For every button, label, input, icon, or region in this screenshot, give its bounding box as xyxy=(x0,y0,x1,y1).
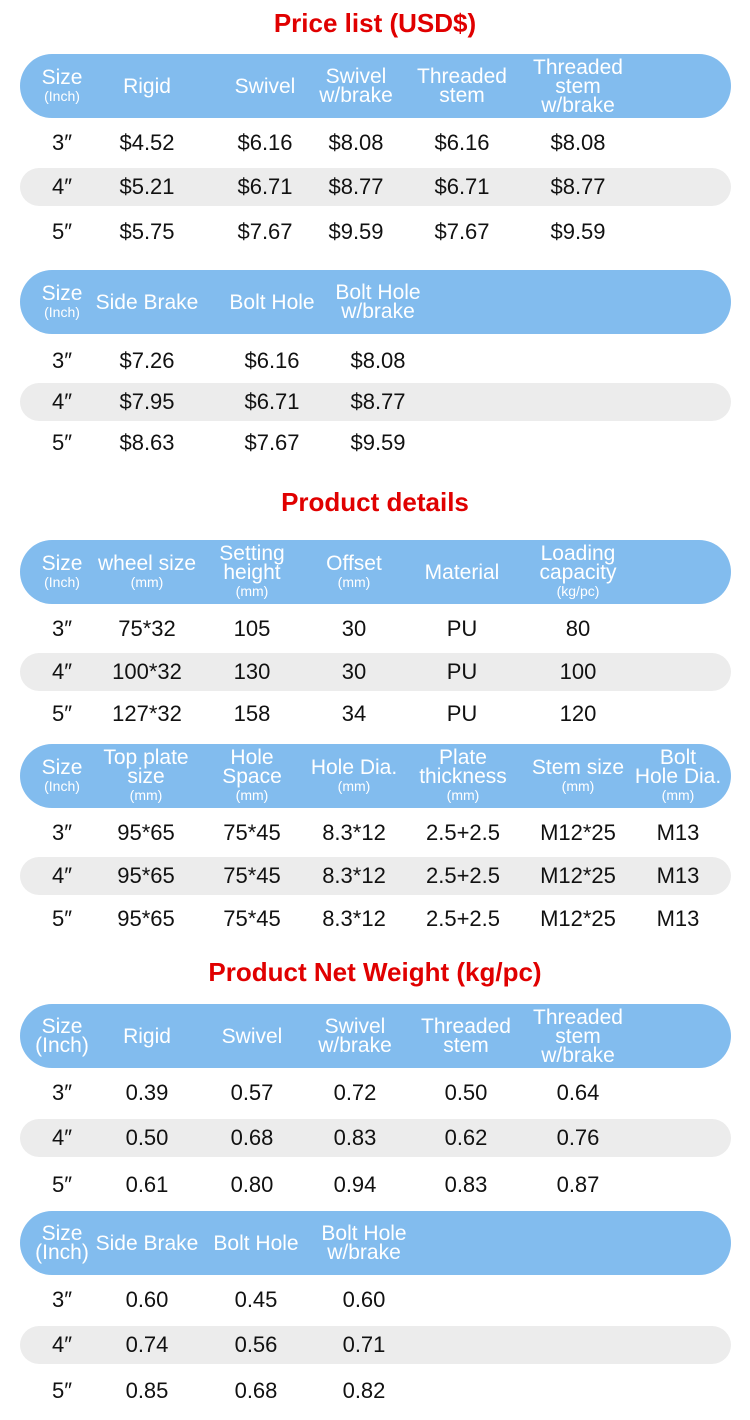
column-header-label: stem xyxy=(443,1034,489,1057)
table-cell: 2.5+2.5 xyxy=(425,906,501,931)
table-cell: 0.64 xyxy=(556,1080,600,1105)
column-header-label: Material xyxy=(424,560,500,584)
column-header-label: Bolt xyxy=(659,746,697,769)
table-cell: $6.71 xyxy=(237,174,293,199)
table-cell: $6.16 xyxy=(237,130,293,155)
column-header-label: Top plate xyxy=(103,746,189,769)
row-size-cell: 3″ xyxy=(51,348,73,373)
row-size-cell: 5″ xyxy=(51,1378,73,1403)
column-header-label: Swivel xyxy=(325,65,387,88)
table-cell: $5.75 xyxy=(119,219,175,244)
column-header-label: Plate xyxy=(439,746,487,769)
column-header xyxy=(310,755,398,795)
column-header xyxy=(213,1231,299,1255)
table-cell: 75*45 xyxy=(223,863,281,888)
column-header xyxy=(635,748,721,804)
row-size-cell: 3″ xyxy=(51,820,73,845)
table-cell: M13 xyxy=(656,820,700,845)
column-header-label: Setting xyxy=(219,542,285,565)
row-size-cell: 5″ xyxy=(51,219,73,244)
column-header xyxy=(424,560,500,584)
column-header-unit: (mm) xyxy=(129,787,163,803)
table-cell: 0.57 xyxy=(230,1080,274,1105)
section-title-price-list: Price list (USD$) xyxy=(273,8,477,38)
column-header-label: Swivel xyxy=(324,1015,386,1038)
table-cell: PU xyxy=(446,701,478,726)
column-header-label: Bolt Hole xyxy=(213,1231,299,1255)
column-header-label: Hole xyxy=(230,746,274,769)
table-cell: 0.87 xyxy=(556,1172,600,1197)
column-header-label: Size xyxy=(41,281,83,305)
column-header-unit: (mm) xyxy=(130,573,164,590)
column-header-label: Bolt Hole xyxy=(335,281,421,304)
column-header-label: Loading xyxy=(540,542,616,565)
column-header xyxy=(335,283,420,321)
table-cell: $8.63 xyxy=(119,430,175,455)
column-header-label: Offset xyxy=(326,551,382,575)
column-header-label: stem xyxy=(555,74,601,98)
column-header-label: Rigid xyxy=(123,74,171,98)
column-header-label: Hole Dia. xyxy=(634,765,722,788)
column-header-label: w/brake xyxy=(327,1241,401,1264)
column-header-label: stem xyxy=(439,84,485,107)
table-cell: M13 xyxy=(656,906,700,931)
table-cell: 130 xyxy=(233,659,271,684)
column-header-label: Size xyxy=(41,65,83,89)
column-header-label: Side Brake xyxy=(95,1231,199,1255)
column-header-label: Bolt Hole xyxy=(321,1222,407,1245)
table-cell: $6.71 xyxy=(434,174,490,199)
row-size-cell: 4″ xyxy=(51,1125,73,1150)
table-cell: 158 xyxy=(233,701,271,726)
column-header xyxy=(41,65,83,105)
column-header xyxy=(326,551,382,591)
table-cell: 120 xyxy=(559,701,597,726)
column-header xyxy=(419,748,507,804)
row-size-cell: 4″ xyxy=(51,389,73,414)
table-cell: 0.83 xyxy=(444,1172,488,1197)
table-cell: 127*32 xyxy=(112,701,182,726)
table-cell: 100 xyxy=(559,659,597,684)
row-size-cell: 3″ xyxy=(51,1287,73,1312)
column-header xyxy=(35,1224,89,1262)
table-cell: 0.83 xyxy=(333,1125,377,1150)
column-header xyxy=(421,1017,511,1055)
column-header-unit: (mm) xyxy=(661,787,695,803)
table-cell: M12*25 xyxy=(540,820,616,845)
row-size-cell: 5″ xyxy=(51,701,73,726)
table-cell: $6.16 xyxy=(434,130,490,155)
table-cell: 0.45 xyxy=(234,1287,278,1312)
column-header-label: w/brake xyxy=(319,84,393,107)
table-cell: M12*25 xyxy=(540,863,616,888)
column-header xyxy=(123,74,171,98)
table-cell: $7.67 xyxy=(244,430,300,455)
table-cell: 0.60 xyxy=(125,1287,169,1312)
column-header-label: size xyxy=(127,765,165,788)
table-cell: 80 xyxy=(565,616,591,641)
column-header-label: Size xyxy=(41,1222,83,1245)
table-cell: 0.74 xyxy=(125,1332,169,1357)
column-header-label: Size xyxy=(41,551,83,575)
column-header xyxy=(103,748,188,804)
column-header xyxy=(95,1231,199,1255)
table-cell: PU xyxy=(446,659,478,684)
table-cell: 2.5+2.5 xyxy=(425,820,501,845)
column-header-unit: (Inch) xyxy=(44,573,80,590)
column-header xyxy=(41,551,83,591)
column-header xyxy=(97,551,197,591)
column-header xyxy=(318,1017,392,1055)
column-header-label: Hole Dia. xyxy=(310,755,398,779)
column-header xyxy=(41,755,83,795)
column-header-label: w/brake xyxy=(541,93,615,117)
column-header-unit: (mm) xyxy=(561,777,595,794)
table-cell: $8.08 xyxy=(350,348,406,373)
column-header-label: w/brake xyxy=(341,300,415,323)
table-cell: $5.21 xyxy=(119,174,175,199)
row-size-cell: 5″ xyxy=(51,906,73,931)
column-header xyxy=(35,1017,89,1055)
table-cell: $6.71 xyxy=(244,389,300,414)
column-header xyxy=(321,1224,406,1262)
table-cell: 105 xyxy=(233,616,271,641)
table-cell: 0.72 xyxy=(333,1080,377,1105)
column-header-label: capacity xyxy=(539,561,617,584)
table-cell: 75*45 xyxy=(223,906,281,931)
table-cell: 0.56 xyxy=(234,1332,278,1357)
column-header xyxy=(229,290,315,314)
row-size-cell: 5″ xyxy=(51,430,73,455)
table-cell: 0.71 xyxy=(342,1332,386,1357)
row-size-cell: 4″ xyxy=(51,863,73,888)
row-size-cell: 3″ xyxy=(51,616,73,641)
table-cell: 34 xyxy=(341,701,367,726)
table-cell: $9.59 xyxy=(328,219,384,244)
table-cell: $9.59 xyxy=(550,219,606,244)
table-cell: 0.60 xyxy=(342,1287,386,1312)
table-cell: 2.5+2.5 xyxy=(425,863,501,888)
column-header-unit: (Inch) xyxy=(44,777,80,794)
column-header-unit: (mm) xyxy=(337,777,371,794)
table-cell: 0.68 xyxy=(230,1125,274,1150)
column-header xyxy=(234,74,296,98)
column-header-unit: (mm) xyxy=(446,787,480,803)
column-header-label: Size xyxy=(41,755,83,779)
table-cell: $6.16 xyxy=(244,348,300,373)
column-header-label: wheel size xyxy=(97,551,197,575)
table-cell: $7.95 xyxy=(119,389,175,414)
column-header-label: Threaded xyxy=(533,1005,623,1029)
table-cell: $8.77 xyxy=(328,174,384,199)
row-size-cell: 4″ xyxy=(51,659,73,684)
column-header xyxy=(417,67,507,105)
column-header xyxy=(539,544,616,600)
column-header xyxy=(531,755,625,795)
column-header-label: Threaded xyxy=(421,1015,511,1038)
table-cell: 0.94 xyxy=(333,1172,377,1197)
table-cell: 0.39 xyxy=(125,1080,169,1105)
row-size-cell: 3″ xyxy=(51,130,73,155)
table-cell: 95*65 xyxy=(117,906,175,931)
column-header-label: height xyxy=(223,561,281,584)
column-header-label: Rigid xyxy=(123,1024,171,1048)
column-header-unit: (mm) xyxy=(337,573,371,590)
column-header-label: w/brake xyxy=(318,1034,392,1057)
table-cell: 0.76 xyxy=(556,1125,600,1150)
table-cell: 95*65 xyxy=(117,863,175,888)
column-header-label: Size xyxy=(41,1015,83,1038)
column-header-unit: (kg/pc) xyxy=(556,583,600,599)
column-header-unit: (mm) xyxy=(235,583,269,599)
table-cell: 0.50 xyxy=(125,1125,169,1150)
column-header-label: Bolt Hole xyxy=(229,290,315,314)
table-cell: 8.3*12 xyxy=(322,820,386,845)
column-header-label: Swivel xyxy=(221,1024,283,1048)
row-size-cell: 4″ xyxy=(51,174,73,199)
column-header-label: Stem size xyxy=(531,755,625,779)
row-size-cell: 3″ xyxy=(51,1080,73,1105)
column-header-label: Space xyxy=(222,765,282,788)
table-cell: 75*32 xyxy=(118,616,176,641)
column-header-unit: (Inch) xyxy=(44,303,80,320)
table-cell: 100*32 xyxy=(112,659,182,684)
table-cell: 0.80 xyxy=(230,1172,274,1197)
table-cell: 8.3*12 xyxy=(322,906,386,931)
column-header xyxy=(95,290,199,314)
table-cell: $9.59 xyxy=(350,430,406,455)
table-cell: 95*65 xyxy=(117,820,175,845)
table-cell: 0.68 xyxy=(234,1378,278,1403)
table-cell: $8.08 xyxy=(328,130,384,155)
table-cell: $7.67 xyxy=(434,219,490,244)
column-header-label: w/brake xyxy=(541,1043,615,1067)
table-cell: 0.62 xyxy=(444,1125,488,1150)
column-header xyxy=(41,281,83,321)
column-header xyxy=(219,544,284,600)
table-cell: 0.61 xyxy=(125,1172,169,1197)
table-cell: 30 xyxy=(341,616,367,641)
table-cell: PU xyxy=(446,616,478,641)
table-cell: $7.26 xyxy=(119,348,175,373)
column-header xyxy=(533,55,623,117)
table-cell: 8.3*12 xyxy=(322,863,386,888)
table-cell: M13 xyxy=(656,863,700,888)
table-cell: $4.52 xyxy=(119,130,175,155)
table-cell: $8.77 xyxy=(350,389,406,414)
column-header-unit: (Inch) xyxy=(44,87,80,104)
table-cell: 0.50 xyxy=(444,1080,488,1105)
row-size-cell: 4″ xyxy=(51,1332,73,1357)
section-title-product-details: Product details xyxy=(281,487,469,517)
table-cell: M12*25 xyxy=(540,906,616,931)
column-header-label: Side Brake xyxy=(95,290,199,314)
table-cell: 0.82 xyxy=(342,1378,386,1403)
section-title-net-weight: Product Net Weight (kg/pc) xyxy=(208,957,542,987)
table-cell: 75*45 xyxy=(223,820,281,845)
column-header-label: Threaded xyxy=(417,65,507,88)
column-header-label: thickness xyxy=(419,765,507,788)
table-cell: $8.08 xyxy=(550,130,606,155)
row-size-cell: 5″ xyxy=(51,1172,73,1197)
column-header xyxy=(319,67,393,105)
column-header xyxy=(123,1024,171,1048)
column-header-label: Threaded xyxy=(533,55,623,79)
table-cell: $8.77 xyxy=(550,174,606,199)
column-header-unit: (mm) xyxy=(235,787,269,803)
column-header-label: Swivel xyxy=(234,74,296,98)
column-header-label: (Inch) xyxy=(35,1034,89,1057)
column-header-label: stem xyxy=(555,1024,601,1048)
table-cell: 0.85 xyxy=(125,1378,169,1403)
column-header-label: (Inch) xyxy=(35,1241,89,1264)
column-header xyxy=(221,1024,283,1048)
column-header xyxy=(533,1005,623,1067)
table-cell: $7.67 xyxy=(237,219,293,244)
table-cell: 30 xyxy=(341,659,367,684)
column-header xyxy=(222,748,282,804)
